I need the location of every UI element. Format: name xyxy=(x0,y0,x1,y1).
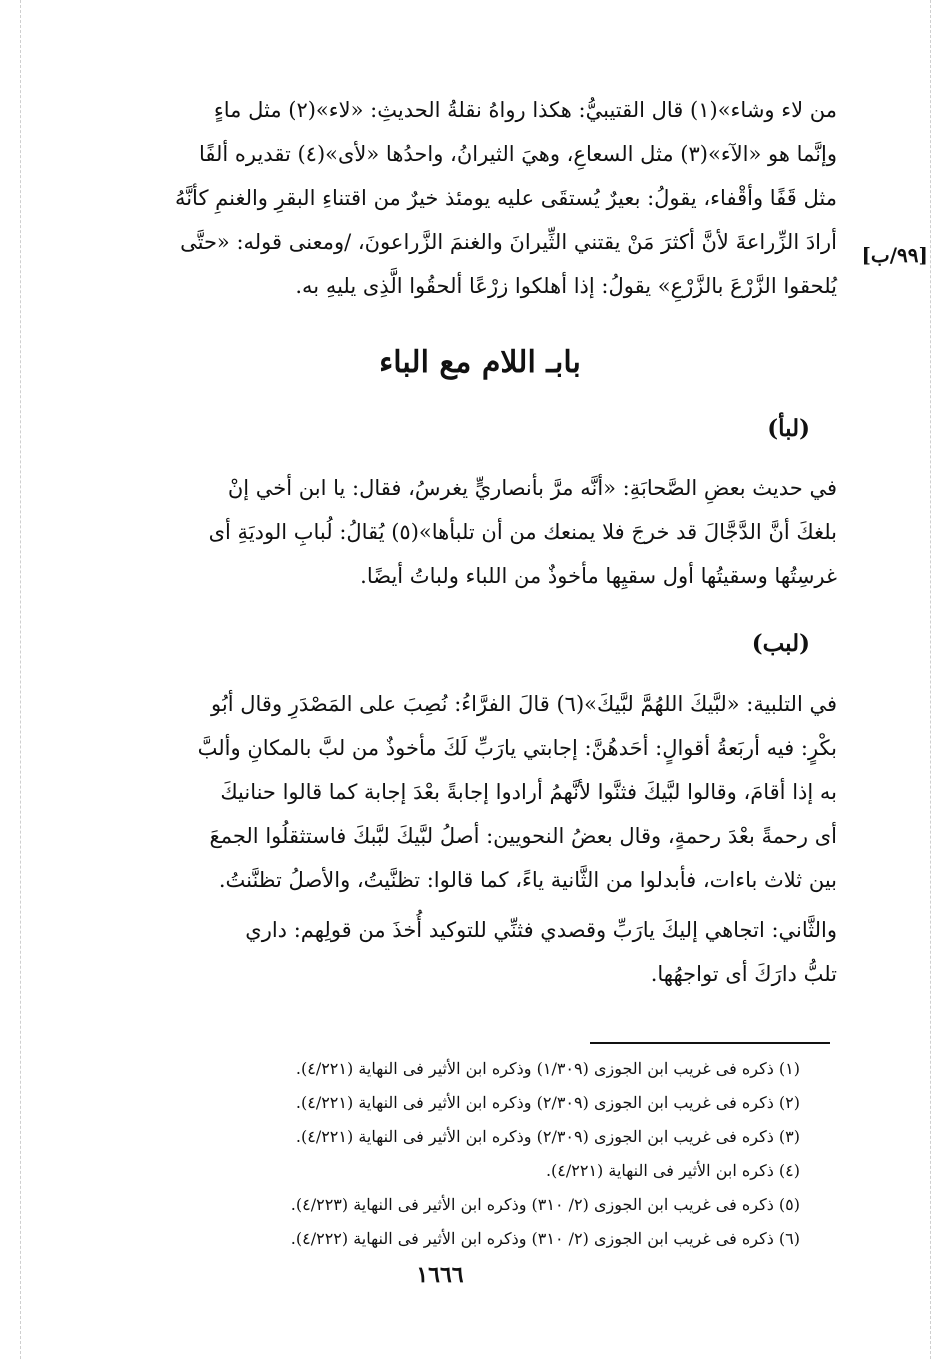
footnotes xyxy=(180,1052,800,1256)
intro-paragraph xyxy=(125,88,837,308)
chapter-title: بابـ اللام مع الباء xyxy=(379,345,581,380)
entry-line: بكْرٍ: فيه أربَعةُ أقوالٍ: أحَدهُنَّ: إجابتي يارَبِّ لَكَ مأخوذٌ من لبَّ بالمكانِ وألبَّ xyxy=(197,736,837,760)
footnote: (٤) ذكره ابن الأثير فى النهاية (٤/٢٢١). xyxy=(545,1161,800,1180)
entry-line: بين ثلاث باءات، فأبدلوا من الثَّانية ياءً، كما قالوا: تظنَّيتُ، والأصلُ تظنَّنتُ. xyxy=(218,868,837,892)
entry-lbb-text xyxy=(125,682,837,996)
left-scan-margin xyxy=(20,0,21,1359)
entry-root-heading: (لبب) xyxy=(751,630,810,657)
entry-line: تلبُّ دارَكَ أى تواجهُها. xyxy=(650,962,837,986)
entry-line: بلغكَ أنَّ الدَّجَّالَ قد خرجَ فلا يمنعك من أن تلبأها»(٥) يُقالُ: لُبابِ الوديَةِ أى xyxy=(208,520,837,544)
intro-line: أرادَ الزِّراعةَ لأنَّ أكثرَ مَنْ يقتني الثِّيرانَ والغنمَ الزَّراعونَ، /ومعنى قوله: «حتَّى xyxy=(180,230,837,254)
intro-line: مثل قَفًا وأقْفاء، يقولُ: بعيرٌ يُستقَى عليه يومئذ خيرٌ من اقتناءِ البقرِ والغنمِ كأنَّهُ xyxy=(174,186,837,210)
page-number: ١٦٦٦ xyxy=(416,1262,464,1288)
footnote-divider xyxy=(590,1042,830,1044)
entry-lba-text xyxy=(125,466,837,598)
entry-line: في حديث بعضِ الصَّحابَةِ: «أنَّه مرَّ بأنصاريٍّ يغرسُ، فقال: يا ابن أخي إنْ xyxy=(227,476,837,500)
entry-line: في التلبية: «لبَّيكَ اللهُمَّ لبَّيكَ»(٦) قالَ الفرَّاءُ: نُصِبَ على المَصْدَرِ وقال أبُو xyxy=(211,692,837,716)
footnote: (٣) ذكره فى غريب ابن الجوزى (٢/٣٠٩) وذكره ابن الأثير فى النهاية (٤/٢٢١). xyxy=(295,1127,800,1146)
entry-line: غرسِتُها وسقيتُها أول سقيِها مأخوذٌ من اللباء ولباتُ أيضًا. xyxy=(360,564,837,588)
intro-line: وإنَّما هو «الآء»(٣) مثل السعاعِ، وهيَ الثيرانُ، واحدُها «لأى»(٤) تقديره ألفًا xyxy=(198,142,837,166)
intro-line: من لاء وشاء»(١) قال القتيبيُّ: هكذا رواهُ نقلةُ الحديثِ: «لاء»(٢) مثل ماءٍ xyxy=(213,98,837,122)
right-scan-margin xyxy=(930,0,931,1359)
footnote: (٥) ذكره فى غريب ابن الجوزى (٢/ ٣١٠) وذكره ابن الأثير فى النهاية (٤/٢٢٣). xyxy=(290,1195,800,1214)
intro-line: يُلحقوا الزَّرْعَ بالزَّرْعِ» يقولُ: إذا أهلكوا زرْعًا ألحقُوا الَّذِى يليهِ به. xyxy=(295,274,837,298)
entry-line: والثَّاني: اتجاهي إليكَ يارَبِّ وقصدي فثنِّي للتوكيد أُخذَ من قولِهم: داري xyxy=(245,918,837,942)
manuscript-folio-note: [٩٩/ب] xyxy=(861,243,928,267)
entry-line: أى رحمةً بعْدَ رحمةٍ، وقال بعضُ النحويين: أصلُ لبَّيكَ لبَّبكَ فاستثقلُوا الجمعَ xyxy=(209,824,837,848)
footnote: (١) ذكره فى غريب ابن الجوزى (١/٣٠٩) وذكره ابن الأثير فى النهاية (٤/٢٢١). xyxy=(295,1059,800,1078)
footnote: (٦) ذكره فى غريب ابن الجوزى (٢/ ٣١٠) وذكره ابن الأثير فى النهاية (٤/٢٢٢). xyxy=(290,1229,800,1248)
entry-root-heading: (لبأ) xyxy=(767,415,810,442)
entry-line: به إذا أقامَ، وقالوا لبَّيكَ فثنَّوا لأنَّهمُ أرادوا إجابةً بعْدَ إجابة كما قالوا حنانيكَ xyxy=(220,780,837,804)
footnote: (٢) ذكره فى غريب ابن الجوزى (٢/٣٠٩) وذكره ابن الأثير فى النهاية (٤/٢٢١). xyxy=(295,1093,800,1112)
